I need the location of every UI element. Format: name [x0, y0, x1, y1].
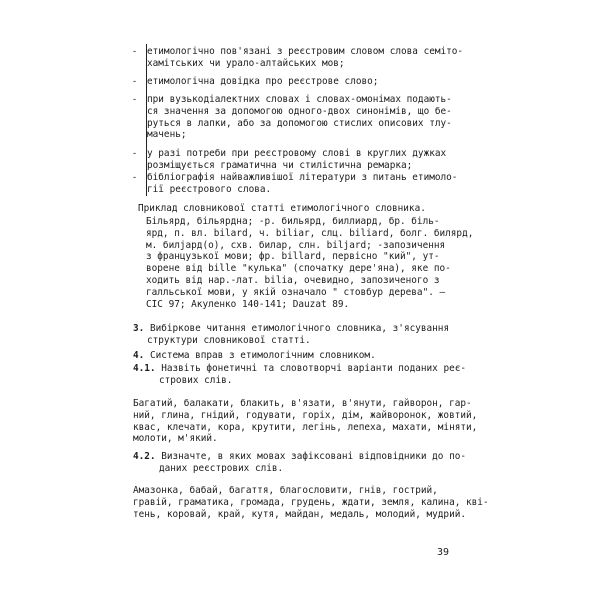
section-3: [133, 323, 449, 347]
word-list-line: Амазонка, бабай, багаття, благословити, гнів, гострий,: [133, 485, 438, 496]
section-line: Назвіть фонетичні та словотворчі варіанти поданих реє-: [161, 363, 467, 374]
page-number: 39: [437, 547, 450, 558]
example-line: ворене від bille "кулька" (спочатку дере'яна), яке по-: [146, 263, 451, 275]
bullet-line: хамітських чи урало-алтайських мов;: [147, 57, 345, 69]
bullet-line: при вузькодіалектних словах і словах-омонімах подають-: [147, 94, 452, 105]
word-list-2: [133, 485, 489, 520]
bullet-line: етимологічна довідка про реєстрове слово;: [147, 76, 379, 87]
list-item: - бібліографія найважливішої літератури з питань етимоло- гії реєстрового слова.: [133, 172, 458, 195]
example-entry: [146, 216, 473, 310]
word-list-line: ний, глина, гнідий, годувати, горіх, дім, жайворонок, жовтий,: [133, 409, 478, 421]
bullet-line: руться в лапки, або за допомогою стислих описових тлу-: [147, 117, 452, 129]
section-line: Система вправ з етимологічним словником.: [149, 350, 376, 361]
word-list-1: [133, 398, 477, 445]
word-list-line: Багатий, балакати, блакить, в'язати, в'янути, гайворон, гар-: [133, 398, 472, 409]
example-line: з французької мови; фр. billard, первісно "кий", ут-: [146, 251, 440, 263]
section-line: структури словникової статті.: [147, 334, 311, 346]
example-line: м. билјард(о), схв. билар, слн. biljard; -запозичення: [146, 239, 446, 251]
word-list-line: гравій, граматика, громада, грудень, ждати, земля, калина, кві-: [133, 496, 489, 508]
section-line: даних реєстрових слів.: [159, 462, 284, 474]
section-line: Вибіркове читання етимологічного словника, з'ясування: [149, 323, 450, 334]
bullet-line: ся значення за допомогою одного-двох синонімів, що бе-: [147, 105, 452, 117]
example-line: ярд, п. вл. bilard, ч. biliar, слц. biliard, болг. билярд,: [146, 227, 474, 239]
bullet-line: у разі потреби при реєстровому слові в круглих дужках: [147, 148, 447, 159]
list-item: - етимологічна довідка про реєстрове слово;: [133, 76, 379, 87]
list-item: - при вузькодіалектних словах і словах-омонімах подають- ся значення за допомогою одного-двох синонімів, що бе- руться в лапки, або за допомогою стислих описових тлу- мачень;: [133, 94, 452, 141]
example-heading: Приклад словникової статті етимологічного словника.: [138, 203, 426, 214]
word-list-line: квас, клечати, кора, крутити, легінь, лепеха, махати, міняти,: [133, 421, 478, 433]
list-item: - у разі потреби при реєстровому слові в круглих дужках розміщується граматична чи стилістична ремарка;: [133, 148, 447, 171]
section-4-2: [133, 451, 466, 475]
section-number: 4.2.: [133, 451, 156, 462]
example-line: Більярд, більярдна; -р. бильярд, биллиард, бр. біль-: [146, 216, 440, 227]
bullet-line: етимологічно пов'язані з реєстровим словом слова семіто-: [147, 46, 464, 57]
bullet-line: розміщується граматична чи стилістична ремарка;: [147, 159, 413, 171]
section-4: [133, 350, 376, 362]
bullet-line: бібліографія найважливішої літератури з питань етимоло-: [147, 172, 458, 183]
word-list-line: молоти, м'який.: [133, 433, 218, 445]
section-number: 3.: [133, 323, 145, 334]
example-line: СІС 97; Акуленко 140-141; Dauzat 89.: [146, 298, 350, 310]
section-4-1: [133, 363, 466, 387]
section-line: стрових слів.: [159, 374, 233, 386]
example-line: ходить від нар.-лат. bilia, очевидно, запозиченого з: [146, 274, 440, 286]
bullet-line: мачень;: [147, 129, 187, 141]
example-line: галльської мови, у якій означало " стовбур дерева". –: [146, 286, 446, 298]
section-line: Визначте, в яких мовах зафіксовані відповідники до по-: [161, 451, 467, 462]
list-item: - етимологічно пов'язані з реєстровим словом слова семіто- хамітських чи урало-алтайських мов;: [133, 46, 464, 69]
section-number: 4.1.: [133, 363, 156, 374]
section-number: 4.: [133, 350, 145, 361]
bullet-line: гії реєстрового слова.: [147, 183, 272, 195]
word-list-line: тень, коровай, край, кутя, майдан, медаль, молодий, мудрий.: [133, 508, 467, 520]
